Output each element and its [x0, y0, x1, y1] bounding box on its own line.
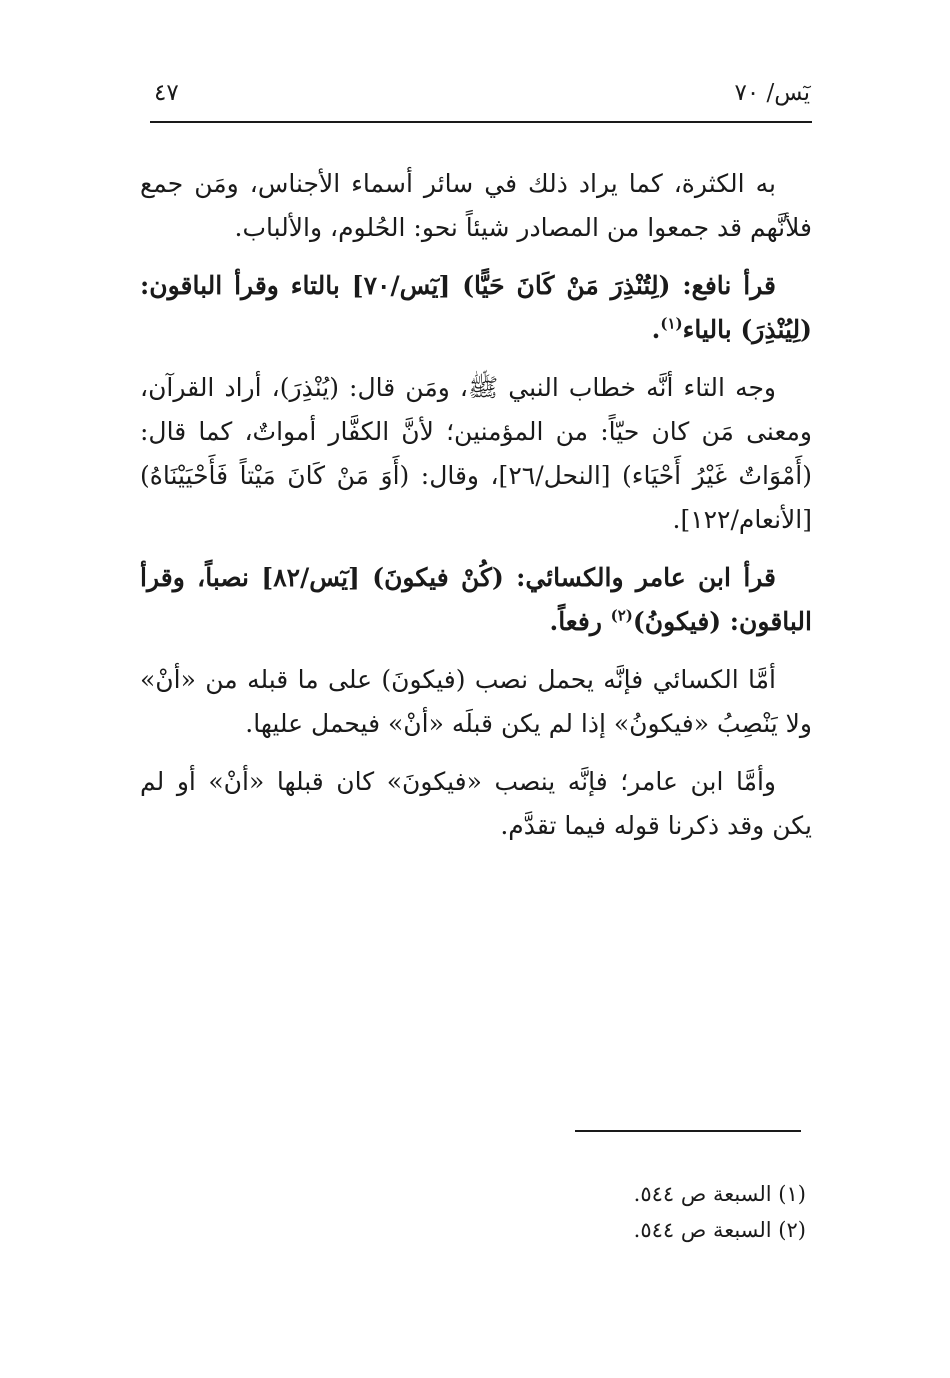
- paragraph-3-text: وجه التاء أنَّه خطاب النبي ﷺ، ومَن قال: (يُنْذِرَ)، أراد القرآن، ومعنى مَن كان حيّاً: من المؤمنين؛ لأنَّ الكفَّار أمواتٌ، كما قال: (أَمْوَاتٌ غَيْرُ أَحْيَاء) [النحل/٢٦]، وقال: (أَوَ مَنْ كَانَ مَيْتاً فَأَحْيَيْنَاهُ) [الأنعام/١٢٢].: [140, 373, 812, 534]
- paragraph-6: [140, 760, 812, 848]
- paragraph-5-text: أمَّا الكسائي فإنَّه يحمل نصب (فيكونَ) على ما قبله من «أنْ» ولا يَنْصِبُ «فيكونُ» إذا لم يكن قبلَه «أنْ» فيحمل عليها.: [140, 665, 812, 738]
- paragraph-6-text: وأمَّا ابن عامر؛ فإنَّه ينصب «فيكونَ» كان قبلها «أنْ» أو لم يكن وقد ذكرنا قوله فيما تقدَّم.: [140, 767, 812, 840]
- paragraph-4: [140, 556, 812, 644]
- page-header: [150, 76, 812, 116]
- paragraph-1-text: به الكثرة، كما يراد ذلك في سائر أسماء الأجناس، ومَن جمع فلأنَّهم قد جمعوا من المصادر شيئاً نحو: الحُلوم، والألباب.: [140, 169, 812, 242]
- page-number: ٤٧: [154, 80, 179, 106]
- footnote-1: (١) السبعة ص ٥٤٤.: [633, 1182, 806, 1206]
- paragraph-5: [140, 658, 812, 746]
- body-text: [140, 162, 812, 862]
- footnotes: [450, 1176, 806, 1248]
- footnote-ref-2[interactable]: (٢): [610, 606, 633, 625]
- footnote-2: (٢) السبعة ص ٥٤٤.: [633, 1218, 806, 1242]
- paragraph-4-suffix: رفعاً.: [549, 607, 611, 636]
- running-title: يٓس/ ٧٠: [734, 80, 810, 106]
- paragraph-4-text: قرأ ابن عامر والكسائي: (كُنْ فيكونَ) [يٓس/٨٢] نصباً، وقرأ الباقون: (فيكونُ): [140, 563, 812, 636]
- paragraph-1: [140, 162, 812, 250]
- paragraph-2: [140, 264, 812, 352]
- paragraph-2-text: قرأ نافع: (لِتُنْذِرَ مَنْ كَانَ حَيًّا) [يٓس/٧٠] بالتاء وقرأ الباقون: (لِيُنْذِرَ) بالياء: [140, 271, 812, 344]
- header-divider: [150, 121, 812, 123]
- paragraph-2-suffix: .: [651, 315, 661, 344]
- paragraph-3: [140, 366, 812, 542]
- footnote-ref-1[interactable]: (١): [660, 314, 683, 333]
- footnote-divider: [575, 1130, 801, 1132]
